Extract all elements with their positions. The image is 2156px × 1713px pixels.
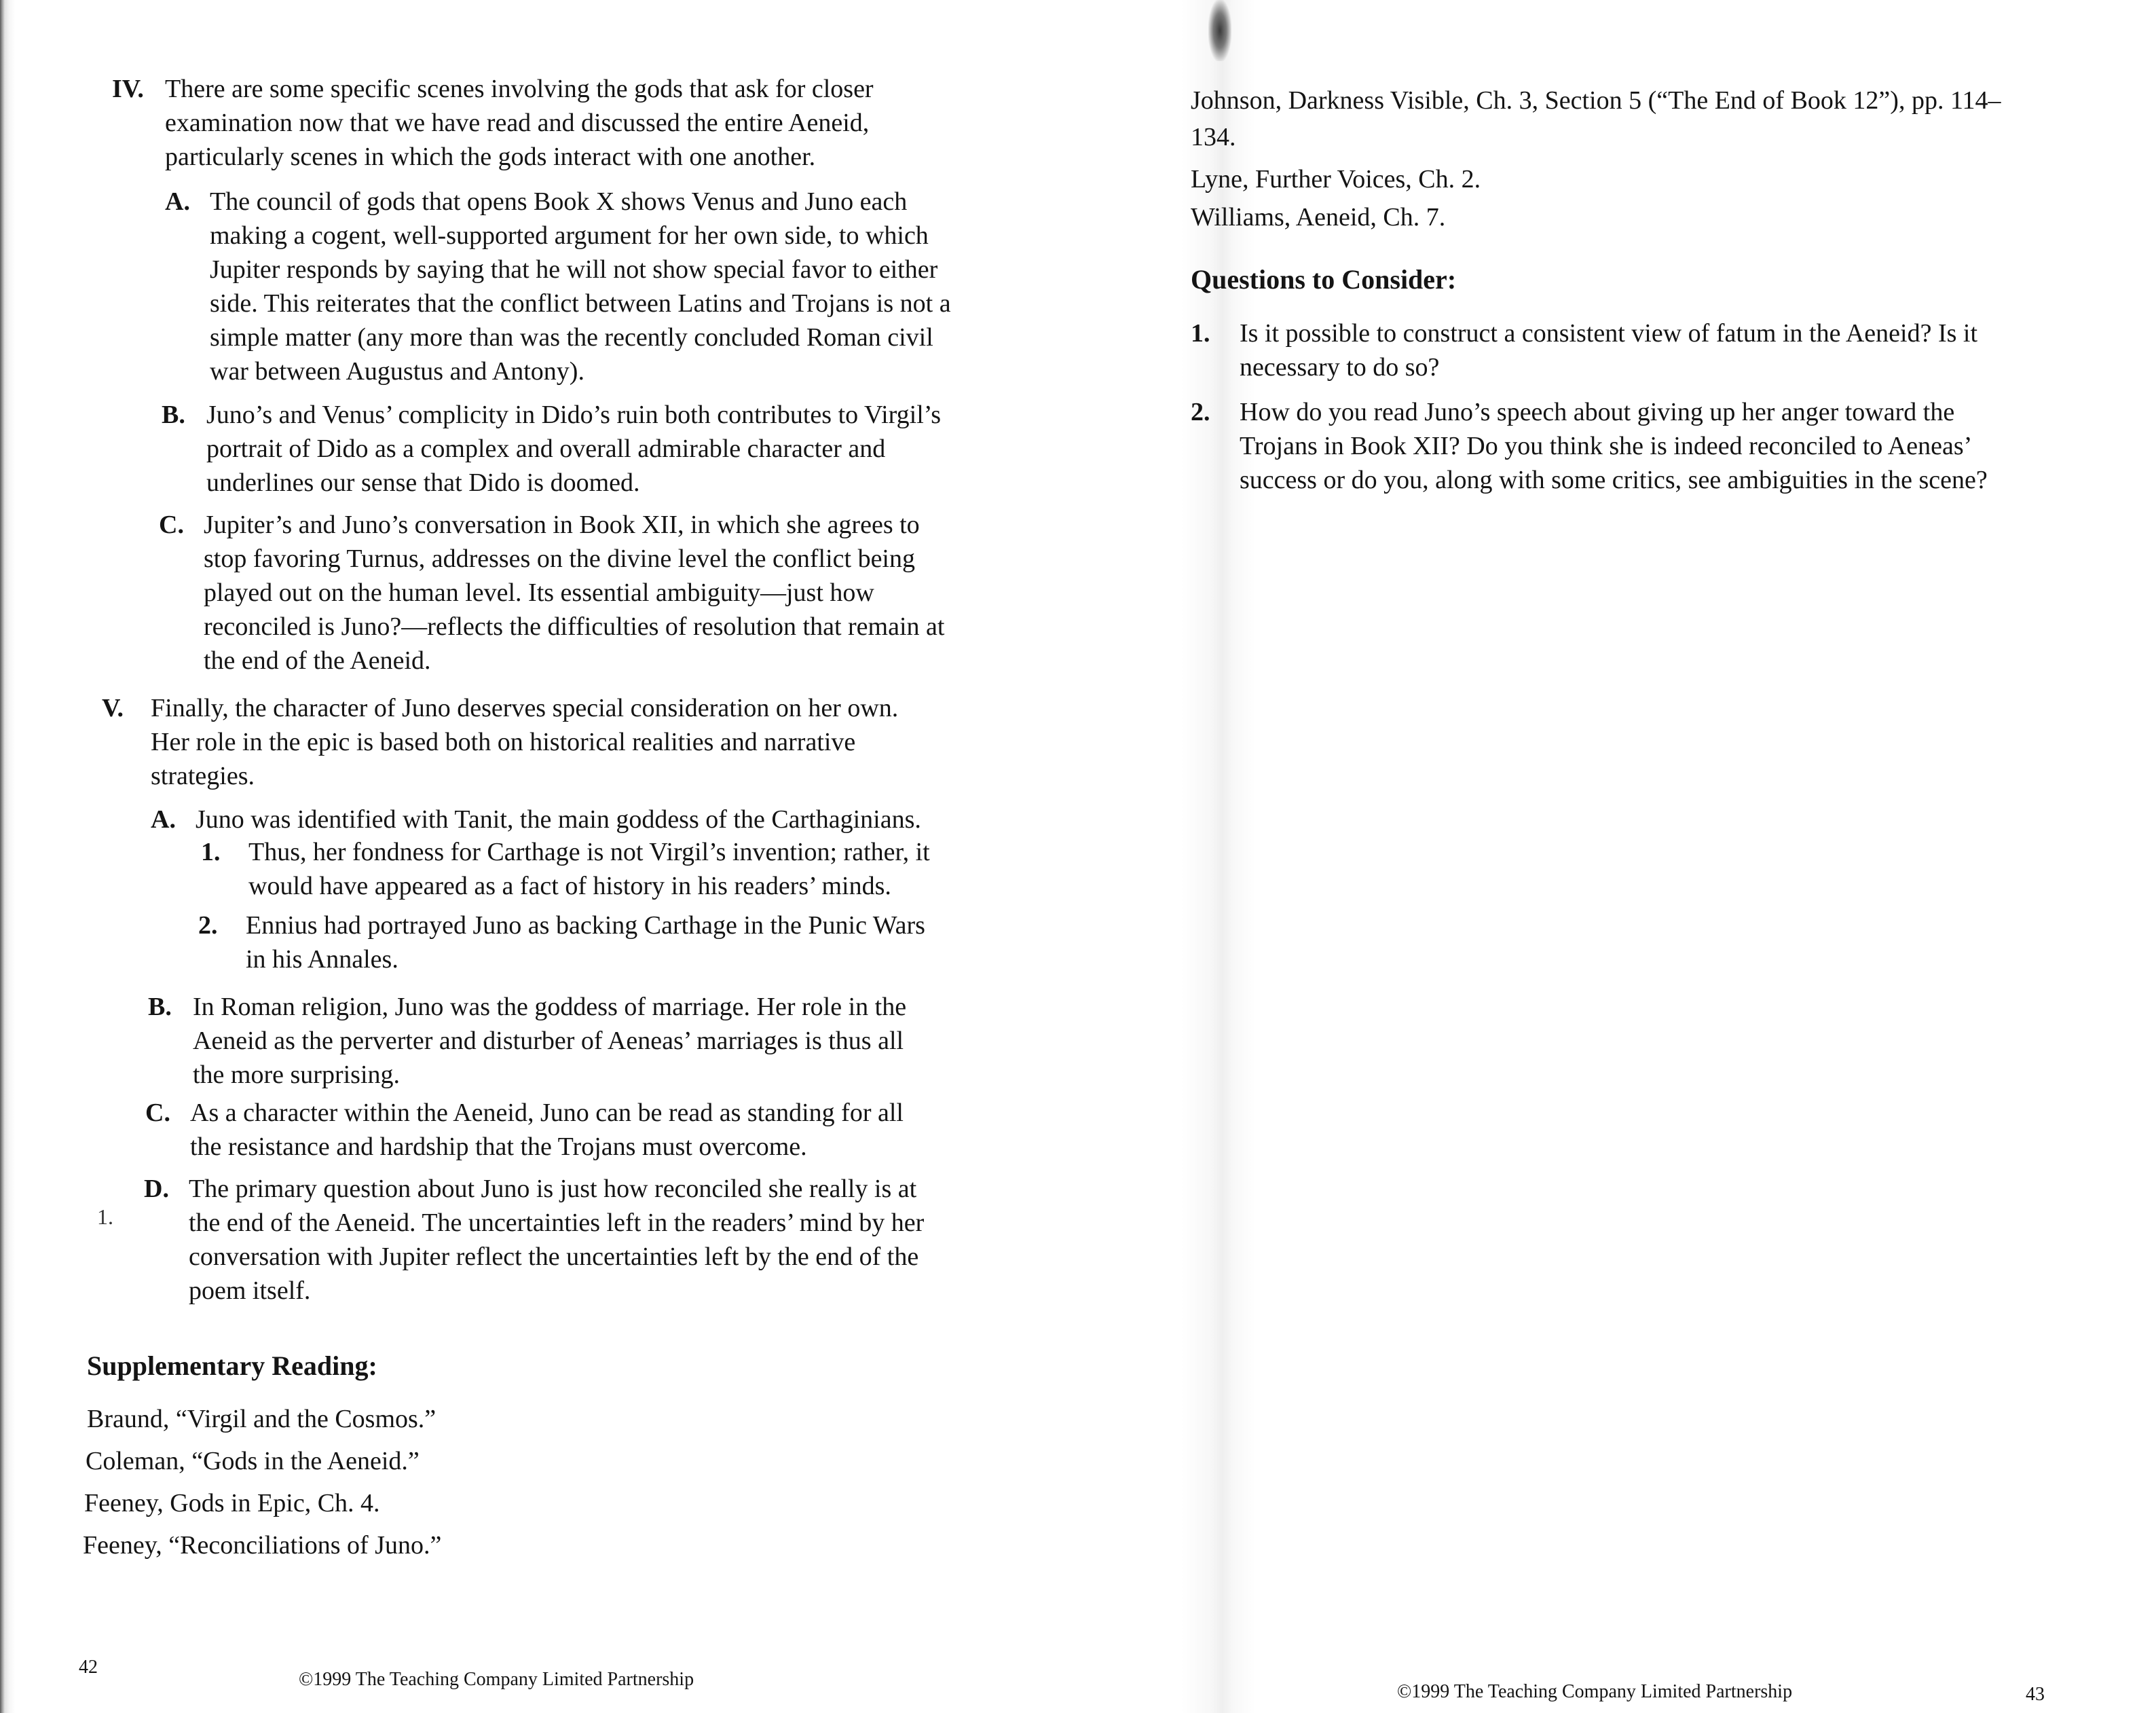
- question-marker: 1.: [1191, 319, 1210, 348]
- copyright-notice: ©1999 The Teaching Company Limited Partnership: [1397, 1681, 1793, 1702]
- text-line: the end of the Aeneid. The uncertainties left in the readers’ mind by her: [189, 1209, 925, 1237]
- text-line: Juno’s and Venus’ complicity in Dido’s ruin both contributes to Virgil’s: [206, 401, 942, 429]
- text-line: Aeneid as the perverter and disturber of Aeneas’ marriages is thus all: [193, 1027, 904, 1055]
- text-line: particularly scenes in which the gods interact with one another.: [165, 143, 816, 171]
- outline-marker: B.: [148, 993, 172, 1021]
- text-line: poem itself.: [189, 1276, 311, 1305]
- question-marker: 2.: [1191, 398, 1210, 426]
- reading-item: Feeney, Gods in Epic, Ch. 4.: [84, 1489, 380, 1517]
- text-line: Finally, the character of Juno deserves special consideration on her own.: [151, 694, 899, 722]
- outline-marker: 2.: [198, 911, 218, 940]
- text-line: in his Annales.: [246, 945, 398, 974]
- text-line: There are some specific scenes involving the gods that ask for closer: [165, 75, 874, 103]
- text-line: Is it possible to construct a consistent view of fatum in the Aeneid? Is it: [1240, 319, 1978, 348]
- text-line: examination now that we have read and discussed the entire Aeneid,: [165, 109, 870, 137]
- text-line: Ennius had portrayed Juno as backing Carthage in the Punic Wars: [246, 911, 925, 940]
- outline-marker: IV.: [112, 75, 144, 103]
- questions-heading: Questions to Consider:: [1191, 264, 1457, 295]
- text-line: making a cogent, well-supported argument for her own side, to which: [210, 221, 929, 250]
- outline-marker: C.: [159, 511, 184, 539]
- outline-marker: D.: [144, 1175, 169, 1203]
- text-line: Juno was identified with Tanit, the main goddess of the Carthaginians.: [196, 805, 921, 834]
- reading-item: Coleman, “Gods in the Aeneid.”: [86, 1447, 420, 1475]
- text-line: strategies.: [151, 762, 255, 790]
- reading-item: Williams, Aeneid, Ch. 7.: [1191, 203, 1446, 232]
- page-number: 42: [79, 1657, 98, 1678]
- text-line: the resistance and hardship that the Trojans must overcome.: [190, 1132, 807, 1161]
- text-line: the end of the Aeneid.: [204, 646, 431, 675]
- text-line: would have appeared as a fact of history in his readers’ minds.: [248, 872, 891, 900]
- text-line: side. This reiterates that the conflict between Latins and Trojans is not a: [210, 289, 951, 318]
- text-line: war between Augustus and Antony).: [210, 357, 584, 386]
- text-line: Jupiter’s and Juno’s conversation in Book XII, in which she agrees to: [204, 511, 920, 539]
- outline-marker: V.: [102, 694, 124, 722]
- text-line: As a character within the Aeneid, Juno can be read as standing for all: [190, 1099, 904, 1127]
- text-line: underlines our sense that Dido is doomed.: [206, 468, 640, 497]
- text-line: The council of gods that opens Book X shows Venus and Juno each: [210, 187, 908, 216]
- reading-item: 134.: [1191, 123, 1236, 151]
- right-page: [1078, 0, 2156, 1713]
- supplementary-heading: Supplementary Reading:: [87, 1350, 377, 1381]
- text-line: conversation with Jupiter reflect the uncertainties left by the end of the: [189, 1242, 919, 1271]
- text-line: played out on the human level. Its essential ambiguity—just how: [204, 578, 874, 607]
- text-line: Trojans in Book XII? Do you think she is indeed reconciled to Aeneas’: [1240, 432, 1973, 460]
- outline-marker: A.: [165, 187, 190, 216]
- text-line: How do you read Juno’s speech about giving up her anger toward the: [1240, 398, 1955, 426]
- page-number: 43: [2026, 1684, 2045, 1705]
- text-line: Her role in the epic is based both on historical realities and narrative: [151, 728, 856, 756]
- reading-item: Johnson, Darkness Visible, Ch. 3, Section 5 (“The End of Book 12”), pp. 114–: [1191, 86, 2001, 115]
- text-line: stop favoring Turnus, addresses on the divine level the conflict being: [204, 545, 915, 573]
- text-line: necessary to do so?: [1240, 353, 1440, 382]
- reading-item: Feeney, “Reconciliations of Juno.”: [83, 1531, 442, 1560]
- text-line: The primary question about Juno is just how reconciled she really is at: [189, 1175, 917, 1203]
- outline-marker: A.: [151, 805, 176, 834]
- text-line: In Roman religion, Juno was the goddess of marriage. Her role in the: [193, 993, 907, 1021]
- text-line: the more surprising.: [193, 1061, 401, 1089]
- text-line: reconciled is Juno?—reflects the difficulties of resolution that remain at: [204, 612, 945, 641]
- reading-item: Braund, “Virgil and the Cosmos.”: [87, 1405, 436, 1433]
- stray-mark: 1.: [97, 1204, 113, 1229]
- text-line: success or do you, along with some critics, see ambiguities in the scene?: [1240, 466, 1988, 494]
- text-line: portrait of Dido as a complex and overall admirable character and: [206, 435, 886, 463]
- outline-marker: 1.: [201, 838, 221, 866]
- reading-item: Lyne, Further Voices, Ch. 2.: [1191, 165, 1481, 194]
- text-line: Thus, her fondness for Carthage is not Virgil’s invention; rather, it: [248, 838, 930, 866]
- copyright-notice: ©1999 The Teaching Company Limited Partnership: [299, 1669, 694, 1690]
- text-line: Jupiter responds by saying that he will not show special favor to either: [210, 255, 938, 284]
- outline-marker: B.: [162, 401, 185, 429]
- outline-marker: C.: [145, 1099, 170, 1127]
- text-line: simple matter (any more than was the recently concluded Roman civil: [210, 323, 933, 352]
